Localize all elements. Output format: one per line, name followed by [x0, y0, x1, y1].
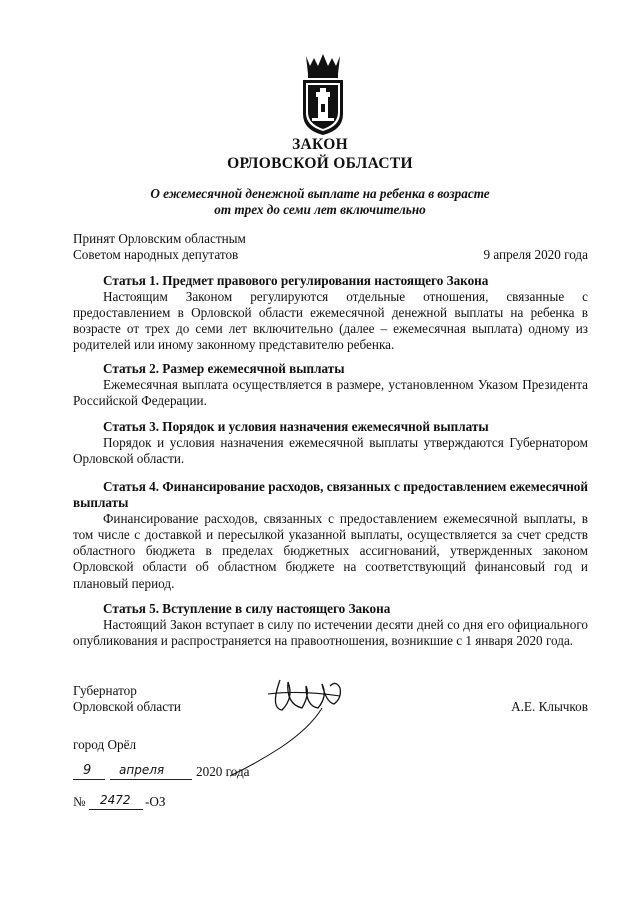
signatory-position — [73, 683, 181, 715]
adoption-line1: Принят Орловским областным — [73, 231, 246, 246]
signing-day: 9 — [83, 763, 92, 778]
article-5 — [73, 601, 588, 649]
number-underline — [89, 809, 143, 810]
article-4 — [73, 479, 588, 592]
city-label: город Орёл — [73, 737, 137, 752]
article-2 — [73, 361, 588, 409]
number-sign: № — [73, 794, 86, 809]
article-text: Ежемесячная выплата осуществляется в размере, установленном Указом Президента Российской Федерации. — [73, 377, 588, 409]
day-underline — [73, 779, 105, 780]
article-text: Настоящий Закон вступает в силу по истечении десяти дней со дня его официального опубликования и распространяется на правоотношения, возникшие с 1 января 2020 года. — [73, 617, 588, 649]
signing-year: 2020 года — [196, 764, 250, 779]
adoption-date: 9 апреля 2020 года — [483, 247, 588, 262]
article-heading: Статья 1. Предмет правового регулирования настоящего Закона — [103, 273, 489, 288]
month-underline — [110, 779, 192, 780]
article-heading: Статья 4. Финансирование расходов, связанных с предоставлением ежемесячной выплаты — [73, 479, 588, 511]
article-text: Финансирование расходов, связанных с предоставлением ежемесячной выплаты, в том числе с доставкой и пересылкой указанной выплаты, осуществляется за счет средств областного бюджета в пределах бюджетных ассигнований, утвержденных законом Орловской области об областном бюджете на соответствующий финансовый год и плановый период. — [73, 511, 588, 591]
coat-of-arms-icon — [300, 52, 346, 136]
position-line1: Губернатор — [73, 683, 137, 698]
adoption-line2: Советом народных депутатов — [73, 247, 239, 262]
region-title: ОРЛОВСКОЙ ОБЛАСТИ — [227, 155, 413, 172]
adoption-info — [73, 231, 246, 263]
article-text: Порядок и условия назначения ежемесячной выплаты утверждаются Губернатором Орловской области. — [73, 435, 588, 467]
handwritten-signature — [210, 668, 360, 778]
law-subtitle-line1: О ежемесячной денежной выплате на ребенка в возрасте — [150, 186, 490, 201]
signing-month: апреля — [119, 763, 165, 777]
law-number — [73, 794, 193, 814]
signatory-name: А.Е. Клычков — [511, 699, 588, 714]
article-heading: Статья 5. Вступление в силу настоящего Закона — [103, 601, 391, 616]
position-line2: Орловской области — [73, 699, 181, 714]
signing-date — [73, 764, 273, 784]
article-heading: Статья 3. Порядок и условия назначения ежемесячной выплаты — [103, 419, 489, 434]
article-3 — [73, 419, 588, 467]
law-title: ЗАКОН — [292, 136, 348, 153]
article-heading: Статья 2. Размер ежемесячной выплаты — [103, 361, 345, 376]
number-suffix: -ОЗ — [145, 794, 166, 809]
law-subtitle-line2: от трех до семи лет включительно — [214, 202, 426, 217]
law-number-value: 2472 — [100, 793, 131, 807]
article-text: Настоящим Законом регулируются отдельные отношения, связанные с предоставлением в Орловской области ежемесячной денежной выплаты на ребенка в возрасте от трех до семи лет включительно (далее – ежемесячная выплата) одному из родителей или иному законному представителю ребенка. — [73, 289, 588, 353]
article-1 — [73, 273, 588, 353]
